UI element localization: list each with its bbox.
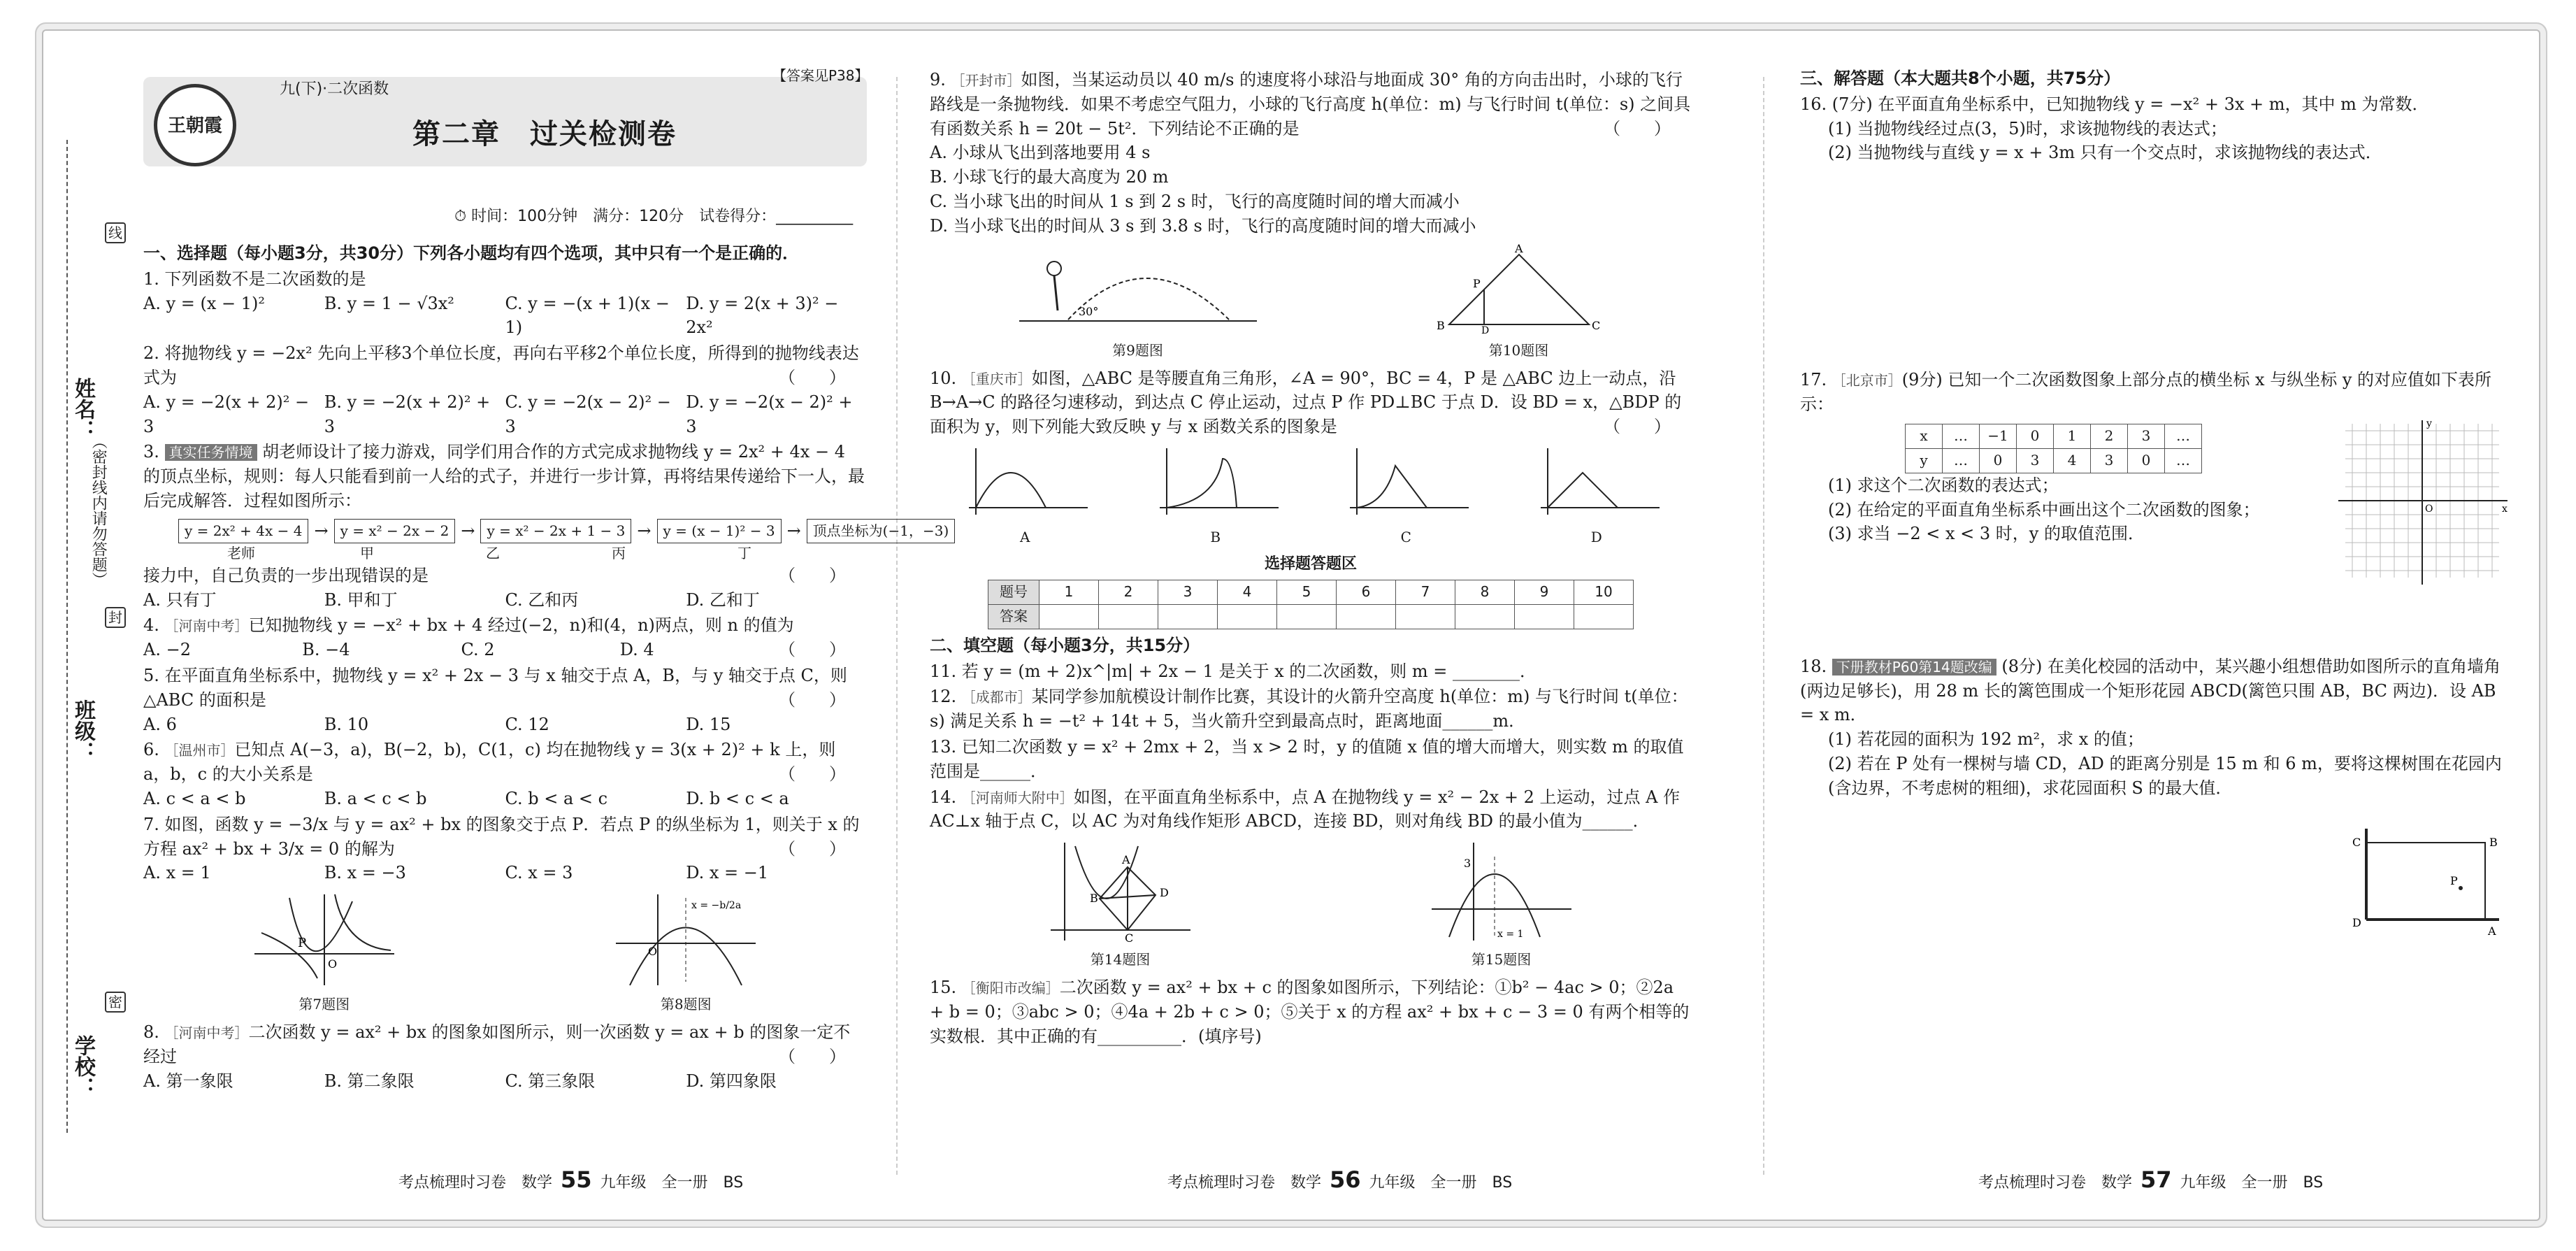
svg-text:P: P [1472, 276, 1481, 290]
svg-text:O: O [327, 957, 337, 971]
svg-text:x = −b/2a: x = −b/2a [691, 900, 742, 912]
figure-15: 3 x = 1 第15题图 [1425, 839, 1578, 970]
context-tag: 真实任务情境 [165, 444, 257, 461]
q10-options [930, 445, 1692, 548]
option-graph-d: D [1527, 445, 1667, 548]
figure-8: x = −b/2a O 第8题图 [609, 891, 763, 1015]
figures-14-15 [930, 839, 1692, 970]
svg-text:A: A [1121, 853, 1130, 867]
question-18: 18. 下册教材P60第14题改编 (8分) 在美化校园的活动中，某兴趣小组想借助如图所示的直角墙角(两边足够长)，用 28 m 长的篱笆围成一个矩形花园 ABCD(篱笆只围 AB，BC 两边)．设 AB = x m． (1) 若花园的面积为 192 m²，求 x 的值； (2) 若在 P 处有一棵树与墙 CD，AD 的距离分别是 15 m 和 6 m，要将这棵树围在花园内(含边界，不考虑树的粗细)，求花园面积 S 的最大值． C B D A P [1800, 655, 2513, 941]
answer-cell[interactable] [1218, 604, 1277, 629]
textbook-tag: 下册教材P60第14题改编 [1832, 659, 1996, 675]
svg-text:P: P [2450, 873, 2458, 887]
column-divider [896, 77, 898, 1175]
svg-text:x = 1: x = 1 [1497, 929, 1523, 941]
question-2: 2. 将抛物线 y = −2x² 先向上平移3个单位长度，再向右平移2个单位长度，所得到的抛物线表达式为 （ ） A. y = −2(x + 2)² − 3 B. y = −2(x + 2)² + 3 C. y = −2(x − 2)² − 3 D. y = −2(x − 2)² + 3 [143, 343, 859, 436]
answer-cell[interactable] [1099, 604, 1158, 629]
figures-7-8 [143, 891, 867, 1015]
svg-text:A: A [1514, 243, 1523, 255]
svg-text:30°: 30° [1078, 304, 1098, 318]
xy-table: x … −1 0 1 2 3 … y … 0 3 4 3 0 … [1905, 424, 2202, 473]
svg-text:O: O [2425, 503, 2433, 515]
question-3: 3. 真实任务情境 胡老师设计了接力游戏，同学们用合作的方式完成求抛物线 y = 2x² + 4x − 4 的顶点坐标，规则：每人只能看到前一人给的式子，并进行一步计算，再将结果传递给下一人，最后完成解答．过程如图所示： y = 2x² + 4x − 4 → y = x² − 2x − 2 → y = x² − 2x + 1 − 3 → y = (x − 1)² − 3 → 顶点坐标为(−1，−3) 老师 甲 乙 丙 丁 接力中，自己负责的一步出现错误的是 （ ） A. 只有丁 B. 甲和丁 C. 乙和丙 D. 乙和丁 [143, 440, 867, 612]
svg-text:P: P [297, 936, 306, 951]
svg-text:B: B [1436, 318, 1445, 332]
coordinate-grid[interactable] [2331, 417, 2513, 599]
question-5: 5. 在平面直角坐标系中，抛物线 y = x² + 2x − 3 与 x 轴交于点 A，B，与 y 轴交于点 C，则 △ABC 的面积是 （ ） A. 6 B. 10 C. 12 D. 15 [143, 665, 847, 734]
figure-7: P O 第7题图 [247, 891, 401, 1015]
question-14: 14. ［河南师大附中］如图，在平面直角坐标系中，点 A 在抛物线 y = x² − 2x + 2 上运动，过点 A 作 AC⊥x 轴于点 C，以 AC 为对角线作矩形 ABCD，连接 BD，则对角线 BD 的最小值为______． [930, 787, 1681, 831]
question-8: 8. ［河南中考］二次函数 y = ax² + bx 的图象如图所示，则一次函数 y = ax + b 的图象一定不经过 （ ） A. 第一象限 B. 第二象限 C. 第三象限 D. 第四象限 [143, 1022, 851, 1091]
svg-text:D: D [1159, 886, 1169, 900]
seal-note: （密封线内请勿答题） [89, 434, 108, 587]
question-11: 11. 若 y = (m + 2)x^|m| + 2x − 1 是关于 x 的二次函数，则 m = ________． [930, 661, 1537, 681]
column-2 [930, 66, 1692, 1050]
question-16: 16. (7分) 在平面直角坐标系中，已知抛物线 y = −x² + 3x + m，其中 m 为常数． (1) 当抛物线经过点(3，5)时，求该抛物线的表达式； (2) 当抛物线与直线 y = x + 3m 只有一个交点时，求该抛物线的表达式． [1800, 94, 2429, 163]
svg-text:D: D [2352, 915, 2361, 929]
question-9: 9. ［开封市］如图，当某运动员以 40 m/s 的速度将小球沿与地面成 30° 角的方向击出时，小球的飞行路线是一条抛物线．如果不考虑空气阻力，小球的飞行高度 h(单位：m) 与飞行时间 t(单位：s) 之间具有函数关系 h = 20t − 5t²．下列结论不正确的是 （ ） A. 小球从飞出到落地要用 4 s B. 小球飞行的最大高度为 20 m C. 当小球飞出的时间从 1 s 到 2 s 时，飞行的高度随时间的增大而减小 D. 当小球飞出的时间从 3 s 到 3.8 s 时，飞行的高度随时间的增大而减小 [930, 70, 1691, 236]
exam-info: ⏱ 时间：100分钟 满分：120分 试卷得分：__________ [454, 208, 854, 225]
page-footer: 考点梳理时习卷 数学 55 九年级 全一册 BS [398, 1166, 744, 1193]
answer-cell[interactable] [1039, 604, 1099, 629]
column-1 [143, 241, 949, 1095]
question-15: 15. ［衡阳市改编］二次函数 y = ax² + bx + c 的图象如图所示，下列结论：①b² − 4ac > 0；②2a + b = 0；③abc > 0；④4a + 2b + c > 0；⑤关于 x 的方程 ax² + bx + c − 3 = 0 有两个相等的实数根．其中正确的有__________．(填序号) [930, 978, 1690, 1046]
question-1: 1. 下列函数不是二次函数的是 A. y = (x − 1)² B. y = 1 − √3x² C. y = −(x + 1)(x − 1) D. y = 2(x + 3)² − 2x² [143, 269, 839, 338]
answer-cell[interactable] [1515, 604, 1574, 629]
svg-text:C: C [1591, 318, 1600, 332]
svg-text:y: y [2426, 417, 2432, 429]
seal-mark-seal: 封 [105, 607, 126, 628]
answer-area-title: 选择题答题区 [1264, 555, 1357, 573]
answer-cell[interactable] [1455, 604, 1515, 629]
seal-mark-dense: 密 [105, 992, 126, 1013]
question-13: 13. 已知二次函数 y = x² + 2mx + 2，当 x > 2 时，y 的值随 x 值的增大而增大，则实数 m 的取值范围是______． [930, 737, 1684, 781]
question-17: 17. ［北京市］(9分) 已知一个二次函数图象上部分点的横坐标 x 与纵坐标 y 的对应值如下表所示： x … −1 0 1 2 3 … y … 0 3 4 3 0 … (1) 求这个二次函数的表达式； (2) 在给定的平面直角坐标系中画出这个二次函数的图象； (3) 求当 −2 < x < 3 时，y 的取值范围． O x y [1800, 368, 2513, 599]
svg-text:C: C [2352, 835, 2361, 849]
answer-cell[interactable] [1337, 604, 1396, 629]
question-4: 4. ［河南中考］已知抛物线 y = −x² + bx + 4 经过(−2，n)和(4，n)两点，则 n 的值为 （ ） A. −2 B. −4 C. 2 D. 4 [143, 615, 846, 660]
question-10: 10. ［重庆市］如图，△ABC 是等腰直角三角形，∠A = 90°，BC = 4，P 是 △ABC 边上一动点，沿 B→A→C 的路径匀速移动，到达点 C 停止运动，过点 P 作 PD⊥BC 于点 D．设 BD = x，△BDP 的面积为 y，则下列能大致反映 y 与 x 函数关系的图象是 （ ） [930, 368, 1682, 437]
figure-14: A D B C 第14题图 [1044, 839, 1197, 970]
page-footer: 考点梳理时习卷 数学 57 九年级 全一册 BS [1978, 1166, 2324, 1193]
svg-text:O: O [648, 945, 658, 959]
figure-18 [2345, 822, 2513, 941]
answer-grid: 题号 1 2 3 4 5 6 7 8 9 10 答案 [988, 580, 1634, 629]
option-graph-b: B [1146, 445, 1286, 548]
svg-text:B: B [1089, 892, 1098, 906]
svg-text:x: x [2502, 503, 2507, 515]
svg-text:B: B [2489, 835, 2498, 849]
option-graph-c: C [1336, 445, 1476, 548]
answer-cell[interactable] [1158, 604, 1218, 629]
unit-tag: 九(下)·二次函数 [280, 80, 389, 98]
publisher-logo: 王朝霞 [154, 84, 236, 166]
answer-cell[interactable] [1574, 604, 1634, 629]
school-label: 学校： [71, 1035, 95, 1098]
svg-text:D: D [1481, 324, 1489, 335]
answer-cell[interactable] [1277, 604, 1337, 629]
section-heading: 一、选择题（每小题3分，共30分）下列各小题均有四个选项，其中只有一个是正确的． [143, 243, 800, 263]
svg-text:3: 3 [1463, 857, 1471, 871]
question-12: 12. ［成都市］某同学参加航模设计制作比赛，其设计的火箭升空高度 h(单位：m) 与飞行时间 t(单位：s) 满足关系 h = −t² + 14t + 5，当火箭升空到最高点时，距离地面______m． [930, 687, 1688, 731]
question-7: 7. 如图，函数 y = −3/x 与 y = ax² + bx 的图象交于点 P．若点 P 的纵坐标为 1，则关于 x 的方程 ax² + bx + 3/x = 0 的解为 （ ） A. x = 1 B. x = −3 C. x = 3 D. x = −1 [143, 814, 860, 883]
section-heading: 三、解答题（本大题共8个小题，共75分） [1800, 69, 2121, 88]
column-divider [1763, 77, 1764, 1175]
section-heading: 二、填空题（每小题3分，共15分） [930, 635, 1200, 655]
figure-10: B C A P D 第10题图 [1428, 244, 1610, 361]
figure-9: 30° 第9题图 [1012, 244, 1264, 361]
seal-line [66, 140, 68, 1133]
answer-cell[interactable] [1396, 604, 1455, 629]
column-3 [1800, 66, 2513, 942]
svg-text:C: C [1124, 931, 1133, 945]
class-label: 班级： [71, 699, 95, 762]
name-label: 姓名： [71, 378, 95, 441]
figures-9-10 [930, 244, 1692, 361]
question-6: 6. ［温州市］已知点 A(−3，a)，B(−2，b)，C(1，c) 均在抛物线 y = 3(x + 2)² + k 上，则 a，b，c 的大小关系是 （ ） A. c < a < b B. a < c < b C. b < a < c D. b < c < a [143, 740, 846, 808]
answer-reference: 【答案见P38】 [772, 67, 869, 84]
seal-mark-line: 线 [105, 222, 126, 243]
chapter-title: 第二章 过关检测卷 [412, 118, 677, 150]
option-graph-a: A [955, 445, 1095, 548]
page-footer: 考点梳理时习卷 数学 56 九年级 全一册 BS [1167, 1166, 1513, 1193]
svg-text:A: A [2488, 924, 2496, 938]
relay-flow: y = 2x² + 4x − 4 → y = x² − 2x − 2 → y = x² − 2x + 1 − 3 → y = (x − 1)² − 3 → 顶点坐标为(−1，−3) [178, 519, 867, 543]
